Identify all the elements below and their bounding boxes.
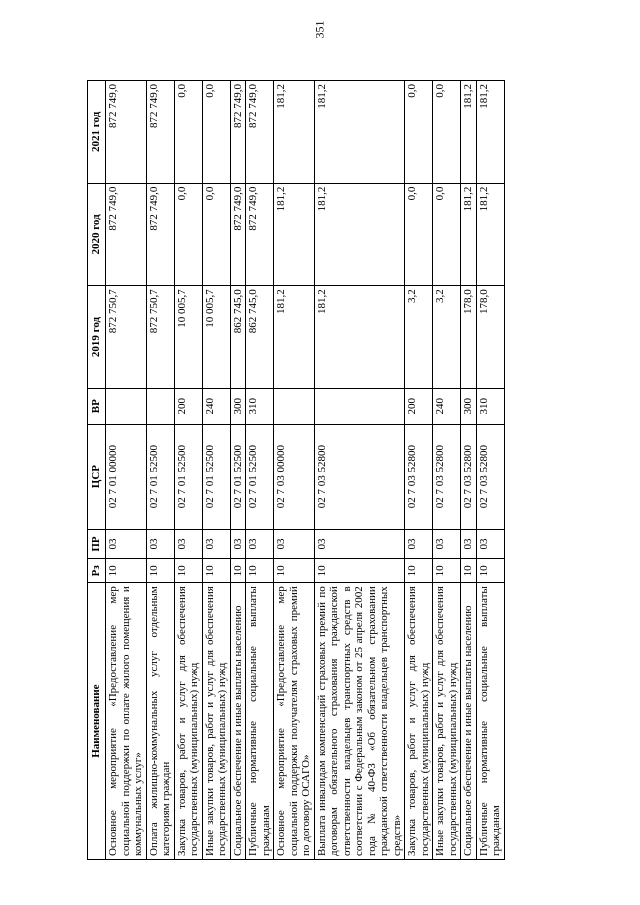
row-vr: 300 [461,388,477,424]
row-vr: 310 [246,388,274,424]
row-pr: 03 [433,529,461,559]
table-row [461,81,477,860]
page-number: 351 [312,20,327,39]
row-2020: 0,0 [405,183,433,286]
row-csr: 02 7 01 52500 [146,424,174,529]
row-rz: 10 [274,559,315,583]
row-vr [106,388,147,424]
row-csr: 02 7 03 52800 [405,424,433,529]
row-2019: 10 005,7 [202,286,230,389]
row-2020: 872 749,0 [146,183,174,286]
row-2020: 181,2 [274,183,315,286]
row-name: Выплата инвалидам компенсаций страховых премий по договорам обязательного страхования гражданской ответственности владельцев транспортных средств в соответствии с Федеральным законом от 25 апреля 2002 года № 40-ФЗ «Об обязательном страховании гражданской ответственности владельцев транспортных средств» [314,583,405,860]
row-2021: 181,2 [476,81,504,184]
row-rz: 10 [476,559,504,583]
row-csr: 02 7 01 52500 [246,424,274,529]
row-name: Публичные нормативные социальные выплаты гражданам [476,583,504,860]
row-pr: 03 [202,529,230,559]
budget-table-container [87,80,529,860]
header-vr: ВР [88,388,106,424]
row-rz: 10 [202,559,230,583]
row-2021: 0,0 [202,81,230,184]
row-2020: 872 749,0 [230,183,246,286]
row-2021: 872 749,0 [230,81,246,184]
row-rz: 10 [314,559,405,583]
row-rz: 10 [106,559,147,583]
row-vr: 200 [174,388,202,424]
row-rz: 10 [146,559,174,583]
row-2019: 862 745,0 [246,286,274,389]
table-row [246,81,274,860]
table-row [230,81,246,860]
row-csr: 02 7 01 00000 [106,424,147,529]
row-2020: 872 749,0 [246,183,274,286]
row-2021: 872 749,0 [146,81,174,184]
row-pr: 03 [230,529,246,559]
table-row [202,81,230,860]
row-csr: 02 7 03 00000 [274,424,315,529]
row-2019: 872 750,7 [106,286,147,389]
row-csr: 02 7 03 52800 [476,424,504,529]
table-row [146,81,174,860]
row-name: Основное мероприятие «Предоставление мер социальной поддержки получателям страховых премий по договору ОСАГО» [274,583,315,860]
row-rz: 10 [246,559,274,583]
table-row [433,81,461,860]
row-rz: 10 [461,559,477,583]
row-name: Оплата жилищно-коммунальных услуг отдельным категориям граждан [146,583,174,860]
row-vr: 200 [405,388,433,424]
row-csr: 02 7 03 52800 [461,424,477,529]
row-pr: 03 [405,529,433,559]
row-rz: 10 [405,559,433,583]
header-name: Наименование [88,583,106,860]
row-2020: 181,2 [476,183,504,286]
row-2021: 0,0 [174,81,202,184]
table-header-row [88,81,106,860]
row-2019: 181,2 [274,286,315,389]
row-pr: 03 [314,529,405,559]
table-row [106,81,147,860]
row-csr: 02 7 01 52500 [174,424,202,529]
row-name: Социальное обеспечение и иные выплаты населению [461,583,477,860]
row-name: Социальное обеспечение и иные выплаты населению [230,583,246,860]
row-vr: 240 [433,388,461,424]
row-vr: 300 [230,388,246,424]
row-vr: 240 [202,388,230,424]
row-pr: 03 [246,529,274,559]
row-2021: 0,0 [405,81,433,184]
row-name: Основное мероприятие «Предоставление мер социальной поддержки по оплате жилого помещения и коммунальных услуг» [106,583,147,860]
row-vr [146,388,174,424]
header-rz: Рз [88,559,106,583]
row-rz: 10 [230,559,246,583]
header-csr: ЦСР [88,424,106,529]
row-csr: 02 7 03 52800 [433,424,461,529]
row-csr: 02 7 03 52800 [314,424,405,529]
table-row [174,81,202,860]
header-2021: 2021 год [88,81,106,184]
row-2020: 0,0 [433,183,461,286]
row-pr: 03 [146,529,174,559]
table-body [106,81,505,860]
row-2019: 862 745,0 [230,286,246,389]
row-pr: 03 [461,529,477,559]
row-2019: 178,0 [476,286,504,389]
row-2021: 181,2 [461,81,477,184]
header-2019: 2019 год [88,286,106,389]
row-2019: 178,0 [461,286,477,389]
row-vr: 310 [476,388,504,424]
row-2020: 181,2 [314,183,405,286]
table-row [476,81,504,860]
table-row [314,81,405,860]
row-2019: 3,2 [405,286,433,389]
row-rz: 10 [433,559,461,583]
row-pr: 03 [174,529,202,559]
row-2020: 0,0 [174,183,202,286]
row-2019: 10 005,7 [174,286,202,389]
row-2021: 181,2 [314,81,405,184]
row-2019: 181,2 [314,286,405,389]
row-name: Закупка товаров, работ и услуг для обеспечения государственных (муниципальных) нужд [174,583,202,860]
row-2021: 872 749,0 [246,81,274,184]
row-name: Публичные нормативные социальные выплаты гражданам [246,583,274,860]
row-pr: 03 [274,529,315,559]
header-2020: 2020 год [88,183,106,286]
row-pr: 03 [106,529,147,559]
table-row [405,81,433,860]
row-2021: 872 749,0 [106,81,147,184]
row-name: Иные закупки товаров, работ и услуг для обеспечения государственных (муниципальных) нужд [202,583,230,860]
row-csr: 02 7 01 52500 [202,424,230,529]
row-csr: 02 7 01 52500 [230,424,246,529]
row-2021: 0,0 [433,81,461,184]
table-row [274,81,315,860]
row-2021: 181,2 [274,81,315,184]
header-pr: ПР [88,529,106,559]
row-name: Иные закупки товаров, работ и услуг для обеспечения государственных (муниципальных) нужд [433,583,461,860]
row-vr [314,388,405,424]
row-2019: 3,2 [433,286,461,389]
row-2020: 181,2 [461,183,477,286]
row-name: Закупка товаров, работ и услуг для обеспечения государственных (муниципальных) нужд [405,583,433,860]
row-2020: 872 749,0 [106,183,147,286]
budget-table [87,80,505,860]
row-vr [274,388,315,424]
row-2020: 0,0 [202,183,230,286]
row-rz: 10 [174,559,202,583]
row-pr: 03 [476,529,504,559]
row-2019: 872 750,7 [146,286,174,389]
